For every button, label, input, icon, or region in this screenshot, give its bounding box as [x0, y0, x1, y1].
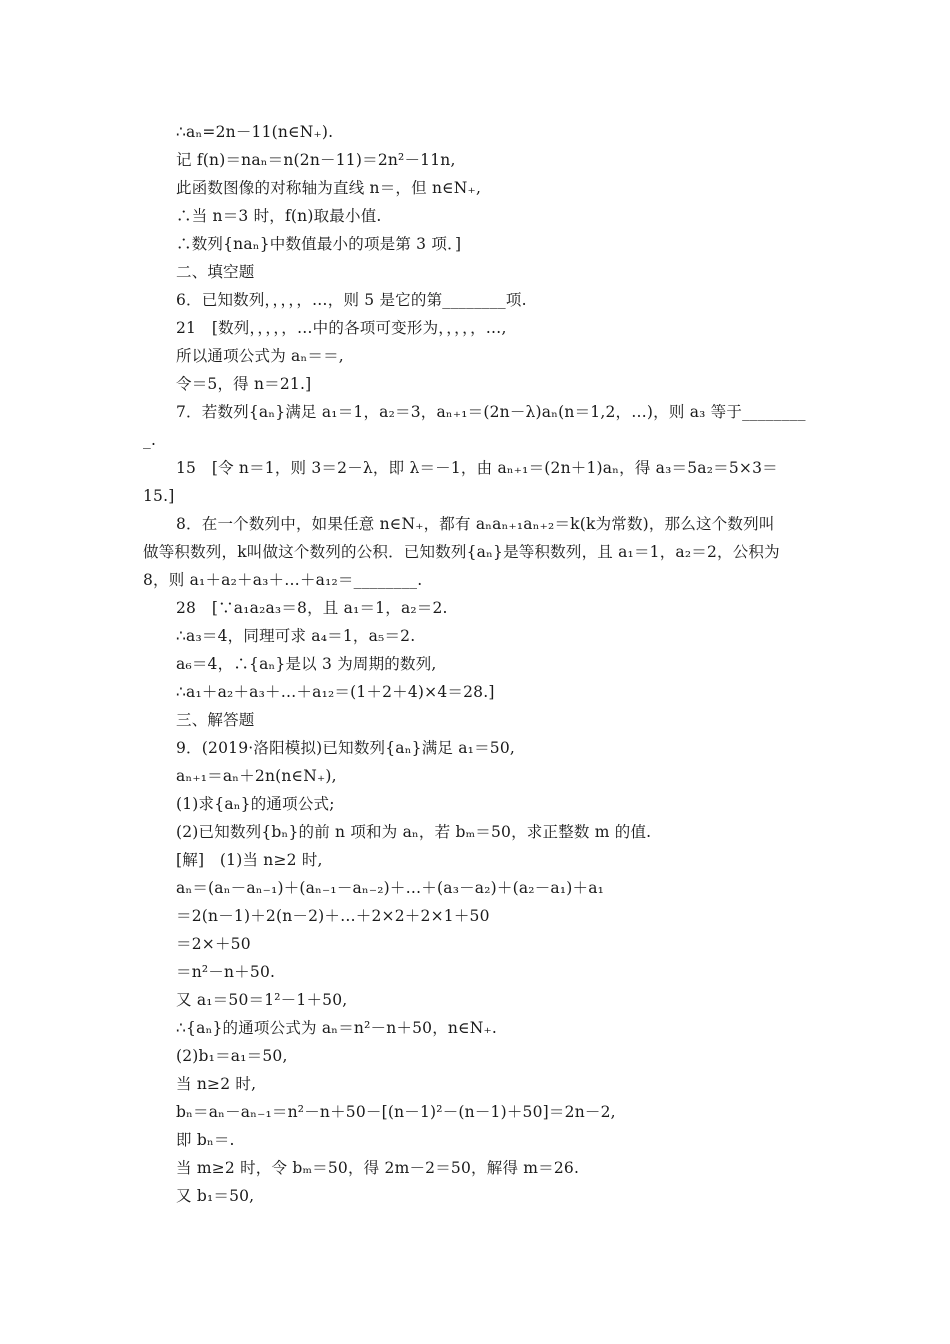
text-line: ∴{aₙ}的通项公式为 aₙ＝n²－n＋50，n∈N₊.	[176, 1019, 498, 1037]
text-line: a₆＝4，∴{aₙ}是以 3 为周期的数列,	[176, 655, 437, 673]
solution-label: [解] (1)当 n≥2 时,	[176, 851, 323, 869]
text-line: 做等积数列，k叫做这个数列的公积．已知数列{aₙ}是等积数列，且 a₁＝1，a₂＝2，公积为	[143, 543, 780, 561]
section-heading: 二、填空题	[176, 263, 255, 281]
text-line: _.	[143, 431, 157, 449]
text-line: 当 n≥2 时,	[176, 1075, 257, 1093]
text-line: ＝n²－n＋50.	[176, 963, 276, 981]
section-heading: 三、解答题	[176, 711, 255, 729]
answer-7: 15 [令 n＝1，则 3＝2－λ，即 λ＝－1，由 aₙ₊₁＝(2n＋1)aₙ，得 a₃＝5a₂＝5×3＝	[176, 459, 778, 477]
answer-6: 21 [数列，，，，，…中的各项可变形为，，，，，…,	[176, 319, 507, 337]
question-7: 7．若数列{aₙ}满足 a₁＝1，a₂＝3，aₙ₊₁＝(2n－λ)aₙ(n＝1,2，…)，则 a₃ 等于________	[176, 403, 806, 421]
text-line: aₙ₊₁＝aₙ＋2n(n∈N₊),	[176, 767, 337, 785]
text-line: aₙ＝(aₙ－aₙ₋₁)＋(aₙ₋₁－aₙ₋₂)＋…＋(a₃－a₂)＋(a₂－a₁)＋a₁	[176, 879, 605, 897]
text-line: ＝2(n－1)＋2(n－2)＋…＋2×2＋2×1＋50	[176, 907, 490, 925]
text-line: 令＝5，得 n＝21.]	[176, 375, 312, 393]
text-line: 即 bₙ＝.	[176, 1131, 235, 1149]
text-line: (1)求{aₙ}的通项公式;	[176, 795, 335, 813]
text-line: 记 f(n)＝naₙ＝n(2n－11)＝2n²－11n,	[176, 151, 456, 169]
text-line: 当 m≥2 时，令 bₘ＝50，得 2m－2＝50，解得 m＝26.	[176, 1159, 580, 1177]
question-6: 6．已知数列，，，，，…，则 5 是它的第________项.	[176, 291, 527, 309]
text-line: ∴数列{naₙ}中数值最小的项是第 3 项．]	[176, 235, 462, 253]
text-line: 此函数图像的对称轴为直线 n＝，但 n∈N₊,	[176, 179, 482, 197]
text-line: ＝2×＋50	[176, 935, 251, 953]
text-line: ∴aₙ=2n－11(n∈N₊).	[176, 123, 334, 141]
question-8: 8．在一个数列中，如果任意 n∈N₊，都有 aₙaₙ₊₁aₙ₊₂＝k(k为常数)，那么这个数列叫	[176, 515, 775, 533]
text-line: 8，则 a₁＋a₂＋a₃＋…＋a₁₂＝________.	[143, 571, 423, 589]
text-line: ∴a₃＝4，同理可求 a₄＝1，a₅＝2.	[176, 627, 416, 645]
answer-8: 28 [∵a₁a₂a₃＝8，且 a₁＝1，a₂＝2.	[176, 599, 448, 617]
text-line: bₙ＝aₙ－aₙ₋₁＝n²－n＋50－[(n－1)²－(n－1)＋50]＝2n－2,	[176, 1103, 616, 1121]
question-9: 9．(2019·洛阳模拟)已知数列{aₙ}满足 a₁＝50,	[176, 739, 516, 757]
text-line: 又 b₁＝50,	[176, 1187, 255, 1205]
text-line: (2)b₁＝a₁＝50,	[176, 1047, 288, 1065]
text-line: 所以通项公式为 aₙ＝＝,	[176, 347, 344, 365]
text-line: ∴当 n＝3 时，f(n)取最小值.	[176, 207, 382, 225]
text-line: ∴a₁＋a₂＋a₃＋…＋a₁₂＝(1＋2＋4)×4＝28.]	[176, 683, 495, 701]
text-line: (2)已知数列{bₙ}的前 n 项和为 aₙ，若 bₘ＝50，求正整数 m 的值.	[176, 823, 652, 841]
text-line: 15.]	[143, 487, 175, 505]
text-line: 又 a₁＝50＝1²－1＋50,	[176, 991, 348, 1009]
